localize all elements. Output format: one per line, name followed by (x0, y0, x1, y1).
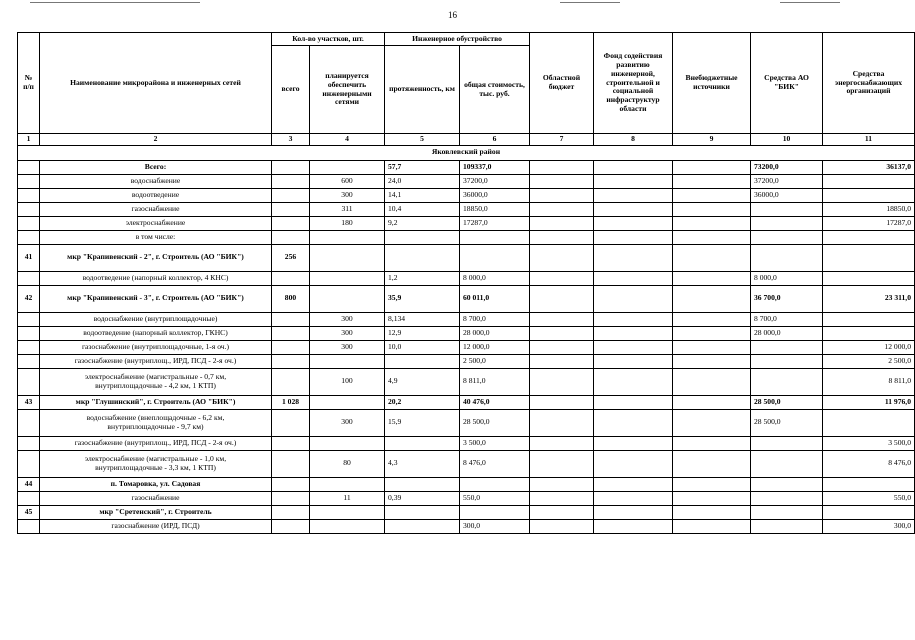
cell-length: 57,7 (385, 160, 460, 174)
cell-offbudget (673, 477, 751, 491)
cell-length: 8,134 (385, 312, 460, 326)
cell-energy: 11 976,0 (823, 395, 915, 409)
cell-offbudget (673, 436, 751, 450)
cell-regional (530, 354, 594, 368)
cell-bik: 36000,0 (751, 188, 823, 202)
cell-regional (530, 395, 594, 409)
cell-planned: 300 (310, 409, 385, 436)
cell-cost (460, 477, 530, 491)
cell-bik (751, 368, 823, 395)
table-row (18, 450, 915, 477)
table-row (18, 477, 915, 491)
row-name: мкр "Крапивенский - 3", г. Строитель (АО "БИК") (40, 285, 272, 312)
cell-bik: 73200,0 (751, 160, 823, 174)
cell-regional (530, 340, 594, 354)
cell-planned: 80 (310, 450, 385, 477)
header-planned: планируется обеспечить инженерными сетями (310, 46, 385, 134)
table-row (18, 312, 915, 326)
cell-regional (530, 174, 594, 188)
column-number: 7 (530, 134, 594, 146)
cell-length: 4,9 (385, 368, 460, 395)
cell-bik: 8 000,0 (751, 271, 823, 285)
cell-energy (823, 230, 915, 244)
cell-energy: 2 500,0 (823, 354, 915, 368)
cell-total (272, 340, 310, 354)
cell-energy (823, 174, 915, 188)
cell-fund (594, 354, 673, 368)
cell-length: 15,9 (385, 409, 460, 436)
cell-bik (751, 216, 823, 230)
cell-fund (594, 477, 673, 491)
cell-total (272, 436, 310, 450)
cell-fund (594, 160, 673, 174)
cell-fund (594, 285, 673, 312)
cell-offbudget (673, 368, 751, 395)
row-name: газоснабжение (внутриплощ., ИРД, ПСД - 2-я оч.) (40, 436, 272, 450)
cell-bik: 28 500,0 (751, 409, 823, 436)
cell-energy (823, 326, 915, 340)
cell-energy (823, 477, 915, 491)
table-row (18, 202, 915, 216)
cell-total (272, 271, 310, 285)
cell-planned (310, 395, 385, 409)
cell-bik (751, 519, 823, 533)
cell-cost (460, 230, 530, 244)
cell-length (385, 436, 460, 450)
cell-offbudget (673, 160, 751, 174)
cell-fund (594, 505, 673, 519)
cell-regional (530, 230, 594, 244)
cell-offbudget (673, 491, 751, 505)
scan-edge-line (30, 2, 200, 3)
header-group-sites: Кол-во участков, шт. (272, 33, 385, 46)
cell-fund (594, 230, 673, 244)
table-row (18, 519, 915, 533)
cell-energy (823, 312, 915, 326)
table-row (18, 436, 915, 450)
cell-total: 1 028 (272, 395, 310, 409)
cell-planned (310, 160, 385, 174)
cell-energy: 8 811,0 (823, 368, 915, 395)
cell-bik: 28 000,0 (751, 326, 823, 340)
cell-total (272, 230, 310, 244)
row-name: водоотведение (напорный коллектор, ГКНС) (40, 326, 272, 340)
header-cost: общая стоимость, тыс. руб. (460, 46, 530, 134)
table-row (18, 244, 915, 271)
cell-fund (594, 519, 673, 533)
cell-total (272, 312, 310, 326)
column-number: 2 (40, 134, 272, 146)
cell-fund (594, 174, 673, 188)
cell-total (272, 477, 310, 491)
cell-planned (310, 271, 385, 285)
cell-regional (530, 519, 594, 533)
section-title: Яковлевский район (18, 145, 915, 160)
table-row (18, 491, 915, 505)
row-number (18, 491, 40, 505)
cell-planned: 180 (310, 216, 385, 230)
row-name: п. Томаровка, ул. Садовая (40, 477, 272, 491)
table-row (18, 188, 915, 202)
cell-bik (751, 354, 823, 368)
cell-bik (751, 436, 823, 450)
cell-regional (530, 436, 594, 450)
cell-cost: 2 500,0 (460, 354, 530, 368)
table-row (18, 271, 915, 285)
cell-cost: 8 700,0 (460, 312, 530, 326)
row-number (18, 312, 40, 326)
row-number (18, 340, 40, 354)
row-name: электроснабжение (магистральные - 1,0 км, внутриплощадочные - 3,3 км, 1 КТП) (40, 450, 272, 477)
cell-regional (530, 244, 594, 271)
cell-bik (751, 491, 823, 505)
cell-cost: 17287,0 (460, 216, 530, 230)
row-name: Всего: (40, 160, 272, 174)
cell-cost: 12 000,0 (460, 340, 530, 354)
cell-energy: 18850,0 (823, 202, 915, 216)
cell-energy: 12 000,0 (823, 340, 915, 354)
header-offbudget: Внебюджетные источники (673, 33, 751, 134)
cell-regional (530, 450, 594, 477)
cell-cost: 40 476,0 (460, 395, 530, 409)
row-number (18, 409, 40, 436)
cell-offbudget (673, 202, 751, 216)
table-row (18, 174, 915, 188)
cell-fund (594, 188, 673, 202)
cell-length: 0,39 (385, 491, 460, 505)
cell-total (272, 505, 310, 519)
cell-regional (530, 285, 594, 312)
cell-cost: 8 000,0 (460, 271, 530, 285)
scan-edge-line (780, 2, 840, 3)
column-number: 10 (751, 134, 823, 146)
row-number (18, 188, 40, 202)
cell-total (272, 368, 310, 395)
cell-bik (751, 202, 823, 216)
cell-regional (530, 216, 594, 230)
row-number (18, 436, 40, 450)
cell-bik (751, 230, 823, 244)
cell-length: 4,3 (385, 450, 460, 477)
row-number: 42 (18, 285, 40, 312)
cell-length: 24,0 (385, 174, 460, 188)
cell-total (272, 491, 310, 505)
cell-regional (530, 505, 594, 519)
table-row (18, 326, 915, 340)
cell-planned: 300 (310, 312, 385, 326)
cell-bik: 8 700,0 (751, 312, 823, 326)
cell-regional (530, 491, 594, 505)
header-total: всего (272, 46, 310, 134)
cell-cost: 28 500,0 (460, 409, 530, 436)
row-number (18, 230, 40, 244)
row-name: водоснабжение (внеплощадочные - 6,2 км, внутриплощадочные - 9,7 км) (40, 409, 272, 436)
cell-offbudget (673, 519, 751, 533)
cell-cost: 300,0 (460, 519, 530, 533)
cell-length (385, 354, 460, 368)
cell-cost: 8 476,0 (460, 450, 530, 477)
header-group-engineering: Инженерное обустройство (385, 33, 530, 46)
cell-planned: 300 (310, 340, 385, 354)
cell-fund (594, 491, 673, 505)
cell-energy: 23 311,0 (823, 285, 915, 312)
row-name: электроснабжение (40, 216, 272, 230)
cell-cost: 60 011,0 (460, 285, 530, 312)
row-number (18, 519, 40, 533)
row-name: газоснабжение (внутриплощадочные, 1-я оч.) (40, 340, 272, 354)
row-name: в том числе: (40, 230, 272, 244)
cell-bik (751, 477, 823, 491)
row-number (18, 202, 40, 216)
cell-fund (594, 216, 673, 230)
table-row (18, 505, 915, 519)
row-name: водоотведение (40, 188, 272, 202)
cell-planned: 100 (310, 368, 385, 395)
cell-total (272, 409, 310, 436)
cell-cost: 109337,0 (460, 160, 530, 174)
cell-regional (530, 271, 594, 285)
cell-energy (823, 409, 915, 436)
cell-bik: 36 700,0 (751, 285, 823, 312)
cell-offbudget (673, 188, 751, 202)
cell-planned: 300 (310, 188, 385, 202)
row-number (18, 174, 40, 188)
column-number: 8 (594, 134, 673, 146)
header-fund: Фонд содействия развитию инженерной, строительной и социальной инфраструктур области (594, 33, 673, 134)
cell-bik: 37200,0 (751, 174, 823, 188)
cell-offbudget (673, 216, 751, 230)
column-number: 3 (272, 134, 310, 146)
cell-planned: 300 (310, 326, 385, 340)
cell-length: 20,2 (385, 395, 460, 409)
cell-regional (530, 326, 594, 340)
cell-total (272, 326, 310, 340)
cell-energy (823, 244, 915, 271)
column-number: 11 (823, 134, 915, 146)
row-name: водоснабжение (40, 174, 272, 188)
cell-cost: 28 000,0 (460, 326, 530, 340)
cell-bik (751, 450, 823, 477)
cell-planned: 11 (310, 491, 385, 505)
header-regional-budget: Областной бюджет (530, 33, 594, 134)
cell-offbudget (673, 285, 751, 312)
table-row (18, 285, 915, 312)
scan-edge-line (560, 2, 620, 3)
cell-planned (310, 505, 385, 519)
cell-length (385, 244, 460, 271)
row-name: электроснабжение (магистральные - 0,7 км, внутриплощадочные - 4,2 км, 1 КТП) (40, 368, 272, 395)
cell-bik (751, 244, 823, 271)
cell-cost (460, 505, 530, 519)
cell-fund (594, 368, 673, 395)
cell-cost: 36000,0 (460, 188, 530, 202)
cell-length: 35,9 (385, 285, 460, 312)
cell-regional (530, 160, 594, 174)
cell-energy (823, 271, 915, 285)
cell-offbudget (673, 174, 751, 188)
cell-bik (751, 340, 823, 354)
header-name: Наименование микрорайона и инженерных сетей (40, 33, 272, 134)
row-name: газоснабжение (40, 491, 272, 505)
row-name: водоотведение (напорный коллектор, 4 КНС) (40, 271, 272, 285)
cell-length (385, 477, 460, 491)
row-number (18, 450, 40, 477)
row-number: 45 (18, 505, 40, 519)
cell-total (272, 216, 310, 230)
cell-total (272, 174, 310, 188)
cell-length: 14,1 (385, 188, 460, 202)
row-name: водоснабжение (внутриплощадочные) (40, 312, 272, 326)
cell-cost: 18850,0 (460, 202, 530, 216)
cell-fund (594, 312, 673, 326)
cell-offbudget (673, 312, 751, 326)
cell-energy (823, 188, 915, 202)
cell-fund (594, 450, 673, 477)
cell-fund (594, 340, 673, 354)
row-name: мкр "Крапивенский - 2", г. Строитель (АО "БИК") (40, 244, 272, 271)
cell-total (272, 160, 310, 174)
column-number: 1 (18, 134, 40, 146)
cell-fund (594, 395, 673, 409)
row-number (18, 326, 40, 340)
cell-length: 10,0 (385, 340, 460, 354)
cell-planned (310, 354, 385, 368)
cell-planned (310, 244, 385, 271)
cell-regional (530, 202, 594, 216)
cell-planned (310, 519, 385, 533)
header-num: № п/п (18, 33, 40, 134)
cell-offbudget (673, 395, 751, 409)
cell-length (385, 505, 460, 519)
table-row (18, 230, 915, 244)
cell-energy: 3 500,0 (823, 436, 915, 450)
row-name: мкр "Сретенский", г. Строитель (40, 505, 272, 519)
table-row (18, 409, 915, 436)
row-number: 41 (18, 244, 40, 271)
cell-cost: 550,0 (460, 491, 530, 505)
row-name: мкр "Глушинский", г. Строитель (АО "БИК") (40, 395, 272, 409)
cell-planned (310, 436, 385, 450)
cell-fund (594, 202, 673, 216)
row-number (18, 368, 40, 395)
column-number: 6 (460, 134, 530, 146)
cell-length: 10,4 (385, 202, 460, 216)
cell-fund (594, 244, 673, 271)
cell-offbudget (673, 340, 751, 354)
cell-bik: 28 500,0 (751, 395, 823, 409)
cell-offbudget (673, 230, 751, 244)
table-row (18, 354, 915, 368)
cell-length: 9,2 (385, 216, 460, 230)
column-number: 4 (310, 134, 385, 146)
cell-total (272, 188, 310, 202)
cell-total (272, 354, 310, 368)
header-bik: Средства АО "БИК" (751, 33, 823, 134)
cell-cost (460, 244, 530, 271)
row-name: газоснабжение (ИРД, ПСД) (40, 519, 272, 533)
cell-fund (594, 409, 673, 436)
row-number: 43 (18, 395, 40, 409)
cell-energy: 8 476,0 (823, 450, 915, 477)
cell-offbudget (673, 244, 751, 271)
cell-energy: 300,0 (823, 519, 915, 533)
cell-regional (530, 409, 594, 436)
table-row (18, 368, 915, 395)
header-energy: Средства энергоснабжающих организаций (823, 33, 915, 134)
cell-energy: 17287,0 (823, 216, 915, 230)
cell-regional (530, 368, 594, 395)
cell-offbudget (673, 450, 751, 477)
cell-bik (751, 505, 823, 519)
cell-length (385, 519, 460, 533)
cell-total: 800 (272, 285, 310, 312)
cell-offbudget (673, 409, 751, 436)
header-length: протяженность, км (385, 46, 460, 134)
cell-fund (594, 326, 673, 340)
cell-planned: 600 (310, 174, 385, 188)
row-name: газоснабжение (внутриплощ., ИРД, ПСД - 2-я оч.) (40, 354, 272, 368)
cell-planned: 311 (310, 202, 385, 216)
cell-total (272, 202, 310, 216)
table-row (18, 340, 915, 354)
cell-regional (530, 312, 594, 326)
cell-regional (530, 477, 594, 491)
cell-fund (594, 271, 673, 285)
cell-cost: 37200,0 (460, 174, 530, 188)
cell-offbudget (673, 354, 751, 368)
cell-energy: 550,0 (823, 491, 915, 505)
row-number (18, 354, 40, 368)
cell-total (272, 450, 310, 477)
cell-length: 12,9 (385, 326, 460, 340)
cell-total: 256 (272, 244, 310, 271)
column-number: 5 (385, 134, 460, 146)
row-number: 44 (18, 477, 40, 491)
cell-offbudget (673, 271, 751, 285)
cell-energy (823, 505, 915, 519)
cell-fund (594, 436, 673, 450)
row-number (18, 271, 40, 285)
cell-planned (310, 230, 385, 244)
cell-offbudget (673, 326, 751, 340)
cell-regional (530, 188, 594, 202)
infrastructure-table (17, 32, 915, 534)
row-number (18, 160, 40, 174)
table-row (18, 395, 915, 409)
cell-energy: 36137,0 (823, 160, 915, 174)
cell-offbudget (673, 505, 751, 519)
cell-planned (310, 477, 385, 491)
cell-cost: 3 500,0 (460, 436, 530, 450)
cell-length (385, 230, 460, 244)
cell-length: 1,2 (385, 271, 460, 285)
row-name: газоснабжение (40, 202, 272, 216)
column-number: 9 (673, 134, 751, 146)
table-row (18, 160, 915, 174)
row-number (18, 216, 40, 230)
cell-planned (310, 285, 385, 312)
cell-total (272, 519, 310, 533)
cell-cost: 8 811,0 (460, 368, 530, 395)
table-row (18, 216, 915, 230)
page-number: 16 (448, 10, 457, 20)
